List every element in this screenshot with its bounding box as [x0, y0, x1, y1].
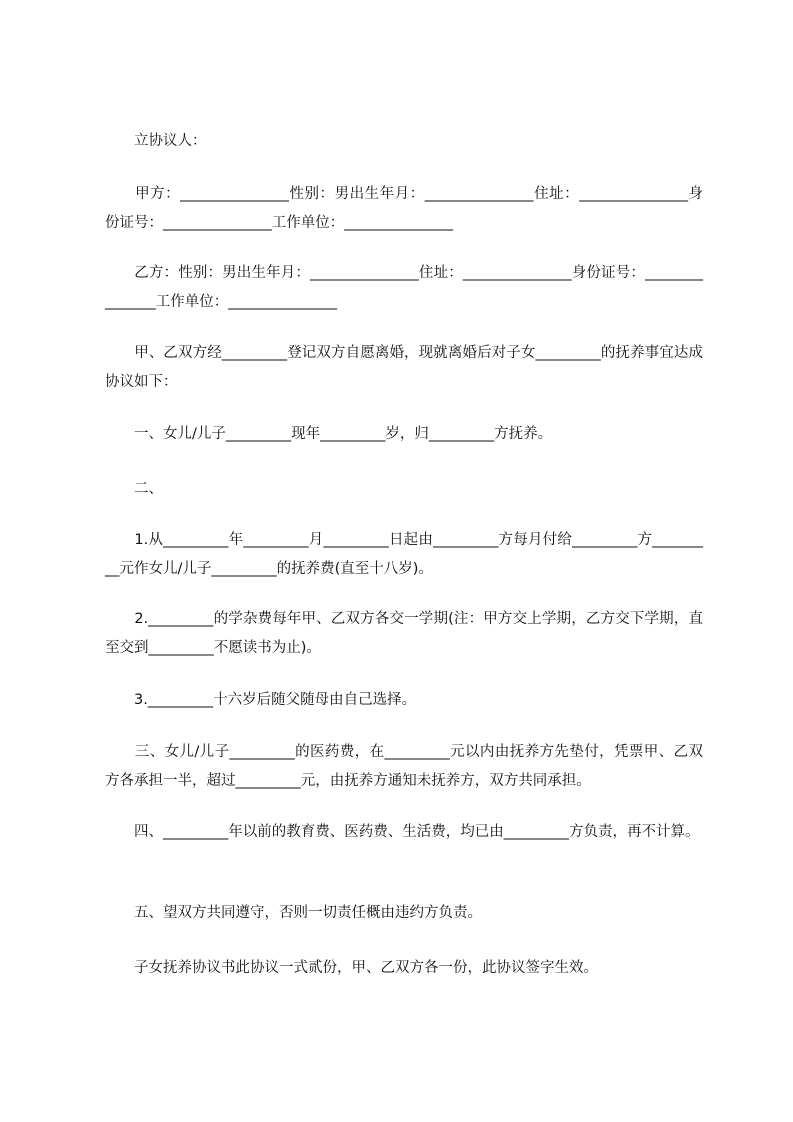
- agreement-preamble: 甲、乙双方经_________登记双方自愿离婚，现就离婚后对子女_________的抚养事宜达成协议如下：: [105, 345, 703, 390]
- clause-1: 一、女儿/儿子_________现年_________岁，归_________方抚养。: [105, 426, 553, 442]
- clause-2-item-2: 2._________的学杂费每年甲、乙双方各交一学期(注：甲方交上学期，乙方交下学期，直至交到_________不愿读书为止)。: [105, 611, 703, 656]
- clause-5: 五、望双方共同遵守，否则一切责任概由违约方负责。: [105, 905, 482, 921]
- clause-2-heading: 二、: [105, 481, 163, 497]
- clause-4: 四、_________年以前的教育费、医药费、生活费，均已由_________方负责，再不计算。: [105, 824, 700, 840]
- clause-3: 三、女儿/儿子_________的医药费，在_________元以内由抚养方先垫付，凭票甲、乙双方各承担一半，超过_________元，由抚养方通知未抚养方，双方共同承担。: [105, 744, 703, 789]
- party-a-details: 甲方：_______________性别：男出生年月：_______________住址：_______________身份证号：_______________工作单位：_______________: [105, 186, 703, 231]
- closing-statement: 子女抚养协议书此协议一式贰份，甲、乙双方各一份，此协议签字生效。: [105, 960, 598, 976]
- clause-2-item-1: 1.从_________年_________月_________日起由_________方每月付给_________方_________元作女儿/儿子_________的抚养费(直至十八岁)。: [105, 532, 703, 577]
- party-b-details: 乙方：性别：男出生年月：_______________住址：_______________身份证号：_______________工作单位：_______________: [105, 265, 703, 310]
- signatories-heading: 立协议人：: [105, 133, 207, 149]
- clause-2-item-3: 3._________十六岁后随父随母由自己选择。: [105, 692, 417, 708]
